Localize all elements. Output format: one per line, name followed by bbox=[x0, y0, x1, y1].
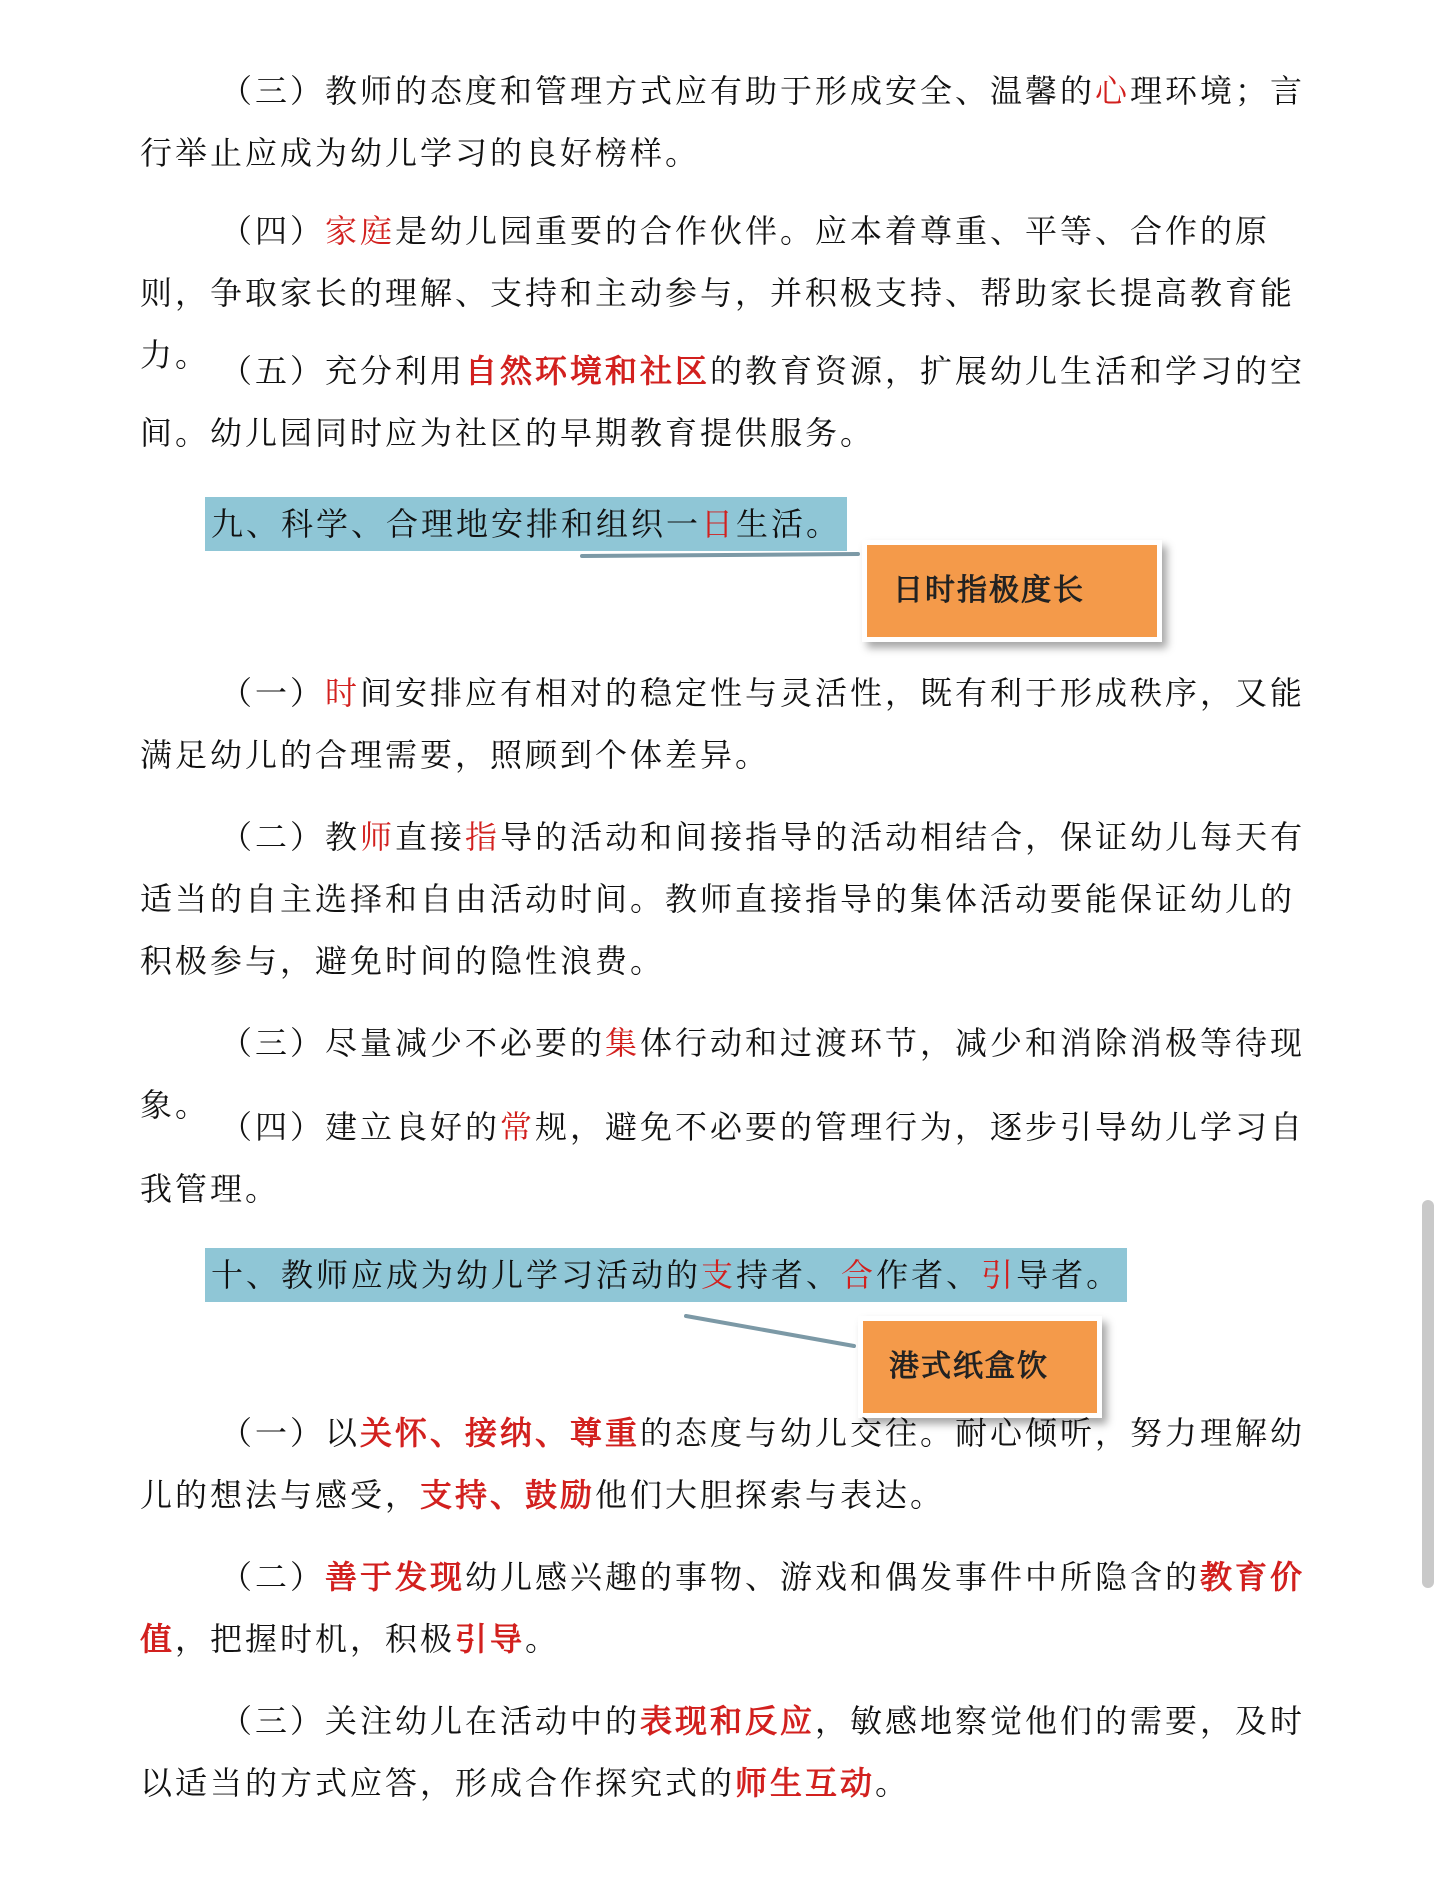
text: （四）建立良好的 bbox=[220, 1108, 501, 1146]
connector-line-9 bbox=[582, 554, 858, 556]
text: （二） bbox=[220, 1558, 326, 1596]
highlight-text: 支 bbox=[701, 1256, 737, 1294]
paragraph-9-4 bbox=[140, 1096, 1310, 1220]
paragraph-10-2 bbox=[140, 1546, 1310, 1670]
text: 体行动和过渡环节，减少和消除消极等待现象。 bbox=[140, 1024, 1306, 1124]
highlight-text: 集 bbox=[605, 1024, 641, 1062]
paragraph-10-3 bbox=[140, 1690, 1310, 1814]
text: 间安排应有相对的稳定性与灵活性，既有利于形成秩序，又能满足幼儿的合理需要，照顾到个体差异。 bbox=[140, 674, 1306, 774]
heading-text: 导者。 bbox=[1016, 1256, 1122, 1294]
highlight-text: 自然环境和社区 bbox=[465, 352, 711, 390]
text: （五）充分利用 bbox=[220, 352, 466, 390]
highlight-text: 关怀、接纳、尊重 bbox=[360, 1414, 641, 1452]
text: （二）教 bbox=[220, 818, 361, 856]
sticky-note-9 bbox=[862, 540, 1162, 642]
paragraph-8-3 bbox=[140, 60, 1310, 184]
highlight-text: 善于发现 bbox=[325, 1558, 466, 1596]
text: （四） bbox=[220, 212, 326, 250]
highlight-text: 引 bbox=[981, 1256, 1017, 1294]
text: （一）以 bbox=[220, 1414, 361, 1452]
text: 是幼儿园重要的合作伙伴。应本着尊重、平等、合作的原则，争取家长的理解、支持和主动参与，并积极支持、帮助家长提高教育能力。 bbox=[140, 212, 1296, 374]
paragraph-9-1 bbox=[140, 662, 1310, 786]
paragraph-8-5 bbox=[140, 340, 1310, 464]
connector-line-10 bbox=[686, 1316, 854, 1346]
text: 规，避免不必要的管理行为，逐步引导幼儿学习自我管理。 bbox=[140, 1108, 1306, 1208]
heading-text: 作者、 bbox=[876, 1256, 982, 1294]
highlight-text: 指 bbox=[465, 818, 501, 856]
highlight-text: 支持、鼓励 bbox=[420, 1476, 596, 1514]
section-heading-10 bbox=[205, 1248, 1127, 1302]
highlight-text: 引导 bbox=[455, 1620, 526, 1658]
heading-text: 九、科学、合理地安排和组织一 bbox=[211, 505, 702, 543]
text: 幼儿感兴趣的事物、游戏和偶发事件中所隐含的 bbox=[465, 1558, 1201, 1596]
text: ，敏感地察觉他们的需要，及时以适当的方式应答，形成合作探究式的 bbox=[140, 1702, 1306, 1802]
highlight-text: 心 bbox=[1095, 72, 1131, 110]
heading-text: 十、教师应成为幼儿学习活动的 bbox=[211, 1256, 702, 1294]
text: 。 bbox=[525, 1620, 561, 1658]
note-text: 港式纸盒饮 bbox=[889, 1349, 1049, 1384]
note-text: 日时指极度长 bbox=[893, 573, 1085, 608]
text: ，把握时机，积极 bbox=[175, 1620, 456, 1658]
highlight-text: 时 bbox=[325, 674, 361, 712]
highlight-text: 师 bbox=[360, 818, 396, 856]
highlight-text: 家庭 bbox=[325, 212, 396, 250]
text: 他们大胆探索与表达。 bbox=[595, 1476, 946, 1514]
section-heading-9 bbox=[205, 497, 847, 551]
text: 。 bbox=[875, 1764, 911, 1802]
highlight-text: 日 bbox=[701, 505, 737, 543]
text: （三）尽量减少不必要的 bbox=[220, 1024, 606, 1062]
scrollbar-thumb[interactable] bbox=[1422, 1200, 1434, 1588]
heading-text: 持者、 bbox=[736, 1256, 842, 1294]
text: （三）关注幼儿在活动中的 bbox=[220, 1702, 641, 1740]
highlight-text: 师生互动 bbox=[735, 1764, 876, 1802]
highlight-text: 表现和反应 bbox=[640, 1702, 816, 1740]
text: （三）教师的态度和管理方式应有助于形成安全、温馨的 bbox=[220, 72, 1096, 110]
paragraph-10-1 bbox=[140, 1402, 1310, 1526]
text: 直接 bbox=[395, 818, 466, 856]
text: 导的活动和间接指导的活动相结合，保证幼儿每天有适当的自主选择和自由活动时间。教师直接指导的集体活动要能保证幼儿的积极参与，避免时间的隐性浪费。 bbox=[140, 818, 1306, 980]
highlight-text: 合 bbox=[841, 1256, 877, 1294]
highlight-text: 教育价值 bbox=[140, 1558, 1306, 1658]
text: 的教育资源，扩展幼儿生活和学习的空间。幼儿园同时应为社区的早期教育提供服务。 bbox=[140, 352, 1306, 452]
text: 理环境；言行举止应成为幼儿学习的良好榜样。 bbox=[140, 72, 1306, 172]
highlight-text: 常 bbox=[500, 1108, 536, 1146]
text: 的态度与幼儿交往。耐心倾听，努力理解幼儿的想法与感受， bbox=[140, 1414, 1306, 1514]
paragraph-9-2 bbox=[140, 806, 1310, 992]
heading-text: 生活。 bbox=[736, 505, 842, 543]
text: （一） bbox=[220, 674, 326, 712]
